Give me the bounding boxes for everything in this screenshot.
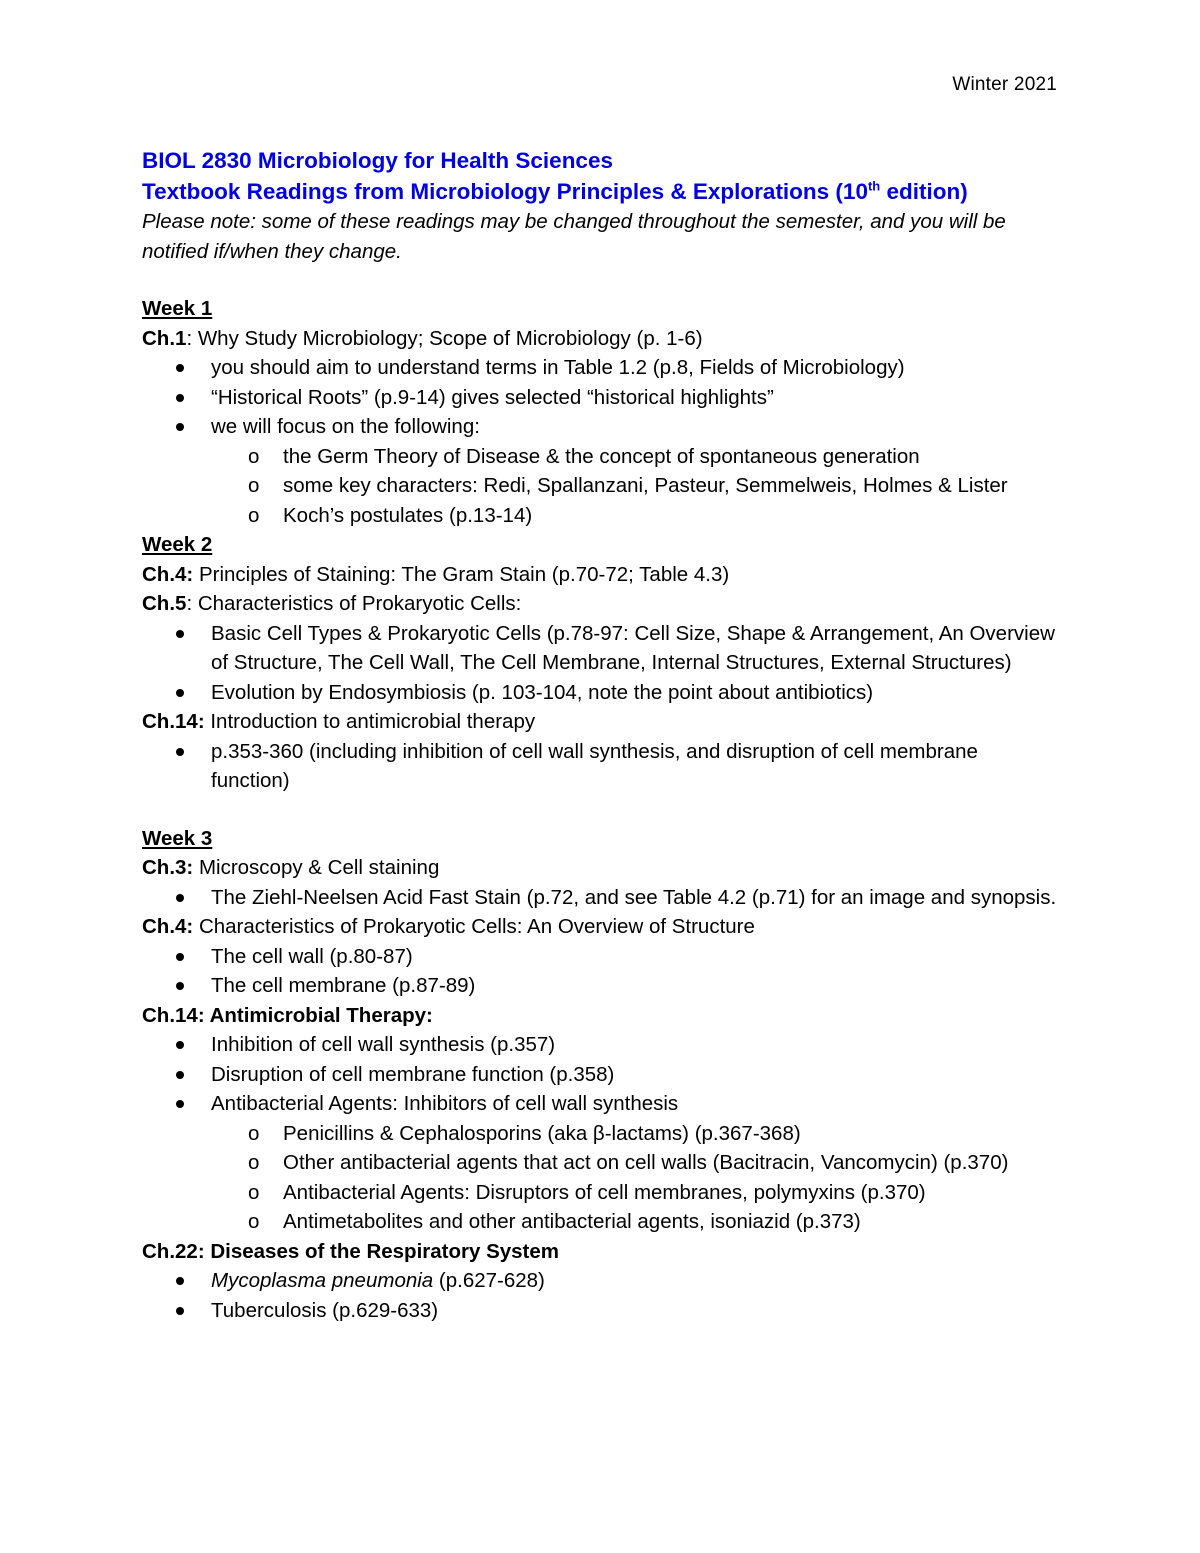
bullet-list xyxy=(142,1030,1062,1237)
list-item: The cell wall (p.80-87) xyxy=(142,942,1062,972)
sub-list-item: o Antibacterial Agents: Disruptors of cell membranes, polymyxins (p.370) xyxy=(142,1178,1062,1208)
list-item: Disruption of cell membrane function (p.358) xyxy=(142,1060,1062,1090)
sub-list-item: o Other antibacterial agents that act on cell walls (Bacitracin, Vancomycin) (p.370) xyxy=(142,1148,1062,1178)
sub-bullet-marker: o xyxy=(248,503,260,527)
readings-note: Please note: some of these readings may be changed throughout the semester, and you will be notified if/when they change. xyxy=(142,210,1006,263)
week-2-heading: Week 2 xyxy=(142,533,213,556)
bullet-list xyxy=(142,619,1062,708)
list-item: The cell membrane (p.87-89) xyxy=(142,971,1062,1001)
list-item: we will focus on the following: xyxy=(142,412,1062,442)
sub-bullet-marker: o xyxy=(248,474,260,497)
spacer xyxy=(142,796,1062,824)
chapter-line: Ch.14: Introduction to antimicrobial therapy xyxy=(142,710,536,733)
sub-bullet-marker: o xyxy=(248,1151,260,1174)
sub-bullet-marker: o xyxy=(248,444,260,468)
bullet-list xyxy=(142,737,1062,796)
list-item: The Ziehl-Neelsen Acid Fast Stain (p.72, and see Table 4.2 (p.71) for an image and synopsis. xyxy=(142,883,1062,913)
bullet-list xyxy=(142,353,1062,530)
bullet-list xyxy=(142,942,1062,1001)
list-item: p.353-360 (including inhibition of cell wall synthesis, and disruption of cell membrane function) xyxy=(142,737,1062,796)
week-3-heading: Week 3 xyxy=(142,826,213,850)
list-item: Basic Cell Types & Prokaryotic Cells (p.78-97: Cell Size, Shape & Arrangement, An Overview of Structure, The Cell Wall, The Cell Membrane, Internal Structures, External Structures) xyxy=(142,619,1062,678)
chapter-line: Ch.3: Microscopy & Cell staining xyxy=(142,856,440,879)
course-title: BIOL 2830 Microbiology for Health Sciences xyxy=(142,148,613,173)
list-item: Inhibition of cell wall synthesis (p.357) xyxy=(142,1030,1062,1060)
textbook-title: Textbook Readings from Microbiology Principles & Explorations (10th edition) xyxy=(142,178,968,204)
list-item: Mycoplasma pneumonia (p.627-628) xyxy=(142,1266,1062,1296)
bullet-list xyxy=(142,1266,1062,1325)
sub-bullet-marker: o xyxy=(248,1180,260,1204)
sub-bullet-marker: o xyxy=(248,1210,260,1233)
week-1-heading: Week 1 xyxy=(142,297,213,320)
list-item: Antibacterial Agents: Inhibitors of cell wall synthesis xyxy=(142,1089,1062,1119)
list-item: Tuberculosis (p.629-633) xyxy=(142,1296,1062,1326)
chapter-line: Ch.22: Diseases of the Respiratory System xyxy=(142,1239,559,1263)
sub-list-item: o the Germ Theory of Disease & the concept of spontaneous generation xyxy=(142,442,1062,472)
sub-list-item: o some key characters: Redi, Spallanzani, Pasteur, Semmelweis, Holmes & Lister xyxy=(142,471,1062,501)
chapter-line: Ch.4: Principles of Staining: The Gram Stain (p.70-72; Table 4.3) xyxy=(142,562,730,586)
list-item: Evolution by Endosymbiosis (p. 103-104, note the point about antibiotics) xyxy=(142,678,1062,708)
sub-bullet-marker: o xyxy=(248,1121,260,1145)
chapter-line: Ch.4: Characteristics of Prokaryotic Cells: An Overview of Structure xyxy=(142,915,755,938)
term-label: Winter 2021 xyxy=(952,74,1057,95)
chapter-line: Ch.5: Characteristics of Prokaryotic Cells: xyxy=(142,592,522,615)
sub-list-item: o Penicillins & Cephalosporins (aka β-lactams) (p.367-368) xyxy=(142,1119,1062,1149)
bullet-list xyxy=(142,883,1062,913)
chapter-line: Ch.1: Why Study Microbiology; Scope of Microbiology (p. 1-6) xyxy=(142,326,703,350)
list-item: “Historical Roots” (p.9-14) gives selected “historical highlights” xyxy=(142,383,1062,413)
chapter-line: Ch.14: Antimicrobial Therapy: xyxy=(142,1003,433,1027)
list-item: you should aim to understand terms in Table 1.2 (p.8, Fields of Microbiology) xyxy=(142,353,1062,383)
sub-list-item: o Koch’s postulates (p.13-14) xyxy=(142,501,1062,531)
sub-list-item: o Antimetabolites and other antibacterial agents, isoniazid (p.373) xyxy=(142,1207,1062,1237)
document-body xyxy=(142,145,1062,1325)
spacer xyxy=(142,266,1062,294)
